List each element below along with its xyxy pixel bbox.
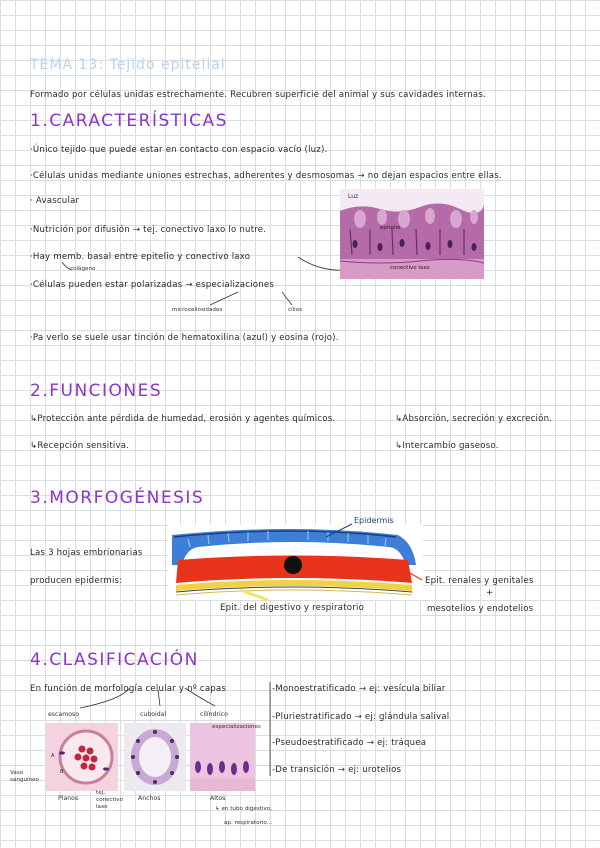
heading-funciones: 2.FUNCIONES	[30, 381, 163, 401]
label-altos: Altos	[210, 795, 226, 802]
shape-escamoso: escamoso	[48, 711, 80, 718]
label-digestivo: Epit. del digestivo y respiratorio	[220, 603, 365, 613]
clasif-type-1: -Monoestratificado → ej: vesícula biliar	[272, 684, 446, 694]
histology-image-escamoso	[46, 723, 118, 791]
label-a: A	[51, 753, 55, 759]
shape-cuboidal: cuboidal	[140, 711, 167, 718]
label-mesotelios: mesotelios y endotelios	[427, 604, 534, 614]
label-especializaciones: especializaciones	[212, 724, 261, 730]
clasif-type-2: -Pluriestratificado → ej: glándula salival	[272, 712, 450, 722]
morfo-line-2: producen epidermis:	[30, 576, 123, 586]
cilindrico-drawing	[190, 723, 255, 791]
caract-item-1: ·Único tejido que puede estar en contacto con espacio vacío (luz).	[30, 145, 328, 155]
funcion-item-1: ↳Protección ante pérdida de humedad, erosión y agentes químicos.	[30, 414, 336, 424]
caract-item-4: ·Nutrición por difusión → tej. conectivo laxo lo nutre.	[30, 225, 267, 235]
morfo-line-1: Las 3 hojas embrionarias	[30, 548, 143, 558]
shape-cilindrico: cilíndrico	[200, 711, 228, 718]
label-epitelio: epitelio	[380, 225, 401, 231]
altos-note-1: ↳ en tubo digestivo,	[215, 806, 272, 812]
sub-cilios: cilios	[288, 307, 303, 313]
label-anchos: Anchos	[138, 795, 161, 802]
label-planos: Planos	[58, 795, 79, 802]
cuboidal-drawing	[124, 723, 186, 791]
label-vaso: Vaso sanguíneo	[10, 770, 39, 783]
clasif-type-3: -Pseudoestratificado → ej: tráquea	[272, 738, 427, 748]
altos-note-2: ap. respiratorio...	[224, 820, 273, 826]
label-renales: Epit. renales y genitales	[425, 576, 534, 586]
heading-clasificacion: 4.CLASIFICACIÓN	[30, 650, 199, 670]
label-plus: +	[486, 588, 494, 598]
sub-colageno: colágeno	[70, 266, 96, 272]
page-title: TEMA 13: Tejido epitelial	[30, 57, 226, 73]
label-b: B	[60, 769, 64, 775]
intro-text: Formado por células unidas estrechamente. Recubren superficie del animal y sus cavidades internas.	[30, 90, 486, 100]
heading-caracteristicas: 1.CARACTERÍSTICAS	[30, 111, 228, 131]
caract-item-6: ·Células pueden estar polarizadas → especializaciones	[30, 280, 275, 290]
heading-morfogenesis: 3.MORFOGÉNESIS	[30, 488, 205, 508]
funcion-item-3: ↳Recepción sensitiva.	[30, 441, 130, 451]
funcion-item-4: ↳Intercambio gaseoso.	[395, 441, 499, 451]
caract-item-5: ·Hay memb. basal entre epitelio y conectivo laxo	[30, 252, 251, 262]
label-epidermis: Epidermis	[354, 516, 394, 525]
escamoso-drawing	[46, 723, 118, 791]
caract-staining: ·Pa verlo se suele usar tinción de hematoxilina (azul) y eosina (rojo).	[30, 333, 339, 343]
label-luz: Luz	[348, 193, 359, 200]
clasif-line: En función de morfología celular y nº capas	[30, 684, 227, 694]
histology-image-cuboidal	[124, 723, 186, 791]
label-conectivo: conectivo laxo	[390, 265, 430, 271]
funcion-item-2: ↳Absorción, secreción y excreción.	[395, 414, 553, 424]
histology-image-cilindrico	[190, 723, 255, 791]
caract-item-3: · Avascular	[30, 196, 80, 206]
caract-item-2: ·Células unidas mediante uniones estrechas, adherentes y desmosomas → no dejan espacios entre ellas.	[30, 171, 502, 181]
label-tej: tej. conectivo laxo	[96, 790, 124, 810]
sub-microvellosidades: microvellosidades	[172, 307, 223, 313]
clasif-type-4: -De transición → ej: urotelios	[272, 765, 402, 775]
